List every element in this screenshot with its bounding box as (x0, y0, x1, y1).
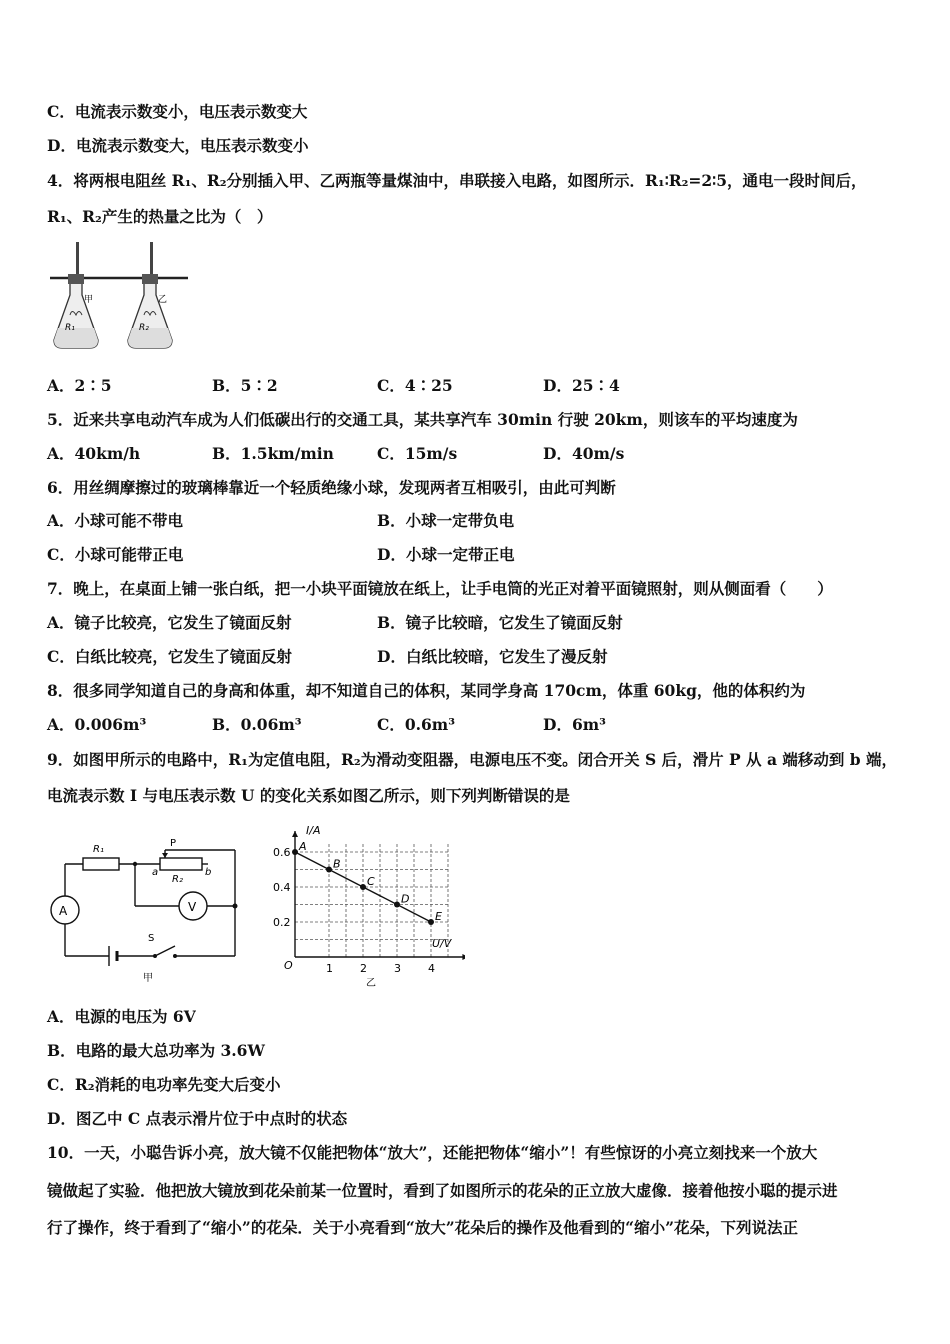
x-tick-label: 1 (326, 962, 333, 975)
x-tick-label: 3 (394, 962, 401, 975)
q6-option-a[interactable]: A．小球可能不带电 (47, 511, 184, 530)
q7-stem: 7．晚上，在桌面上铺一张白纸，把一小块平面镜放在纸上，让手电筒的光正对着平面镜照射，则从侧面看（ ） (47, 579, 833, 598)
q9-circuit-diagram (45, 828, 245, 992)
q5-option-a[interactable]: A．40km/h (47, 444, 141, 463)
data-point-e (428, 919, 434, 925)
prev-option-d: D．电流表示数变大，电压表示数变小 (47, 136, 309, 155)
q10-stem-line1: 10．一天，小聪告诉小亮，放大镜不仅能把物体“放大”，还能把物体“缩小”！有些惊讶的小亮立刻找来一个放大 (47, 1143, 818, 1162)
graph-origin: O (284, 959, 293, 972)
x-axis-arrow (462, 954, 465, 960)
y-tick-label: 0.4 (273, 881, 291, 894)
graph-caption: 乙 (366, 978, 376, 989)
q6-option-b[interactable]: B．小球一定带负电 (377, 511, 515, 530)
circuit-r1-label: R₁ (93, 844, 104, 855)
switch-s (155, 946, 175, 956)
point-label-c: C (367, 875, 375, 888)
q4-stem-line1: 4．将两根电阻丝 R₁、R₂分别插入甲、乙两瓶等量煤油中，串联接入电路，如图所示．R₁∶R₂=2∶5，通电一段时间后， (47, 171, 867, 190)
flask-yi (128, 242, 172, 348)
voltmeter-label: V (188, 900, 197, 914)
ammeter-label: A (59, 904, 68, 918)
flask-jia-label: 甲 (84, 295, 94, 305)
data-point-a (292, 849, 298, 855)
q4-stem-line2: R₁、R₂产生的热量之比为（ ） (47, 207, 273, 226)
data-point-b (326, 867, 332, 873)
circuit-b-label: b (205, 867, 212, 878)
point-label-d: D (401, 892, 410, 906)
q7-option-c[interactable]: C．白纸比较亮，它发生了镜面反射 (47, 647, 292, 666)
point-label-b: B (333, 857, 341, 871)
q5-option-c[interactable]: C．15m/s (377, 444, 458, 463)
y-axis-arrow (292, 831, 298, 837)
x-tick-label: 4 (428, 962, 435, 975)
stopper-1 (68, 274, 84, 284)
q5-option-d[interactable]: D．40m/s (543, 444, 625, 463)
point-label-a: A (299, 840, 307, 853)
x-tick-label: 2 (360, 962, 367, 975)
circuit-a-label: a (152, 867, 159, 878)
q9-stem-line2: 电流表示数 I 与电压表示数 U 的变化关系如图乙所示，则下列判断错误的是 (47, 786, 570, 805)
q6-stem: 6．用丝绸摩擦过的玻璃棒靠近一个轻质绝缘小球，发现两者互相吸引，由此可判断 (47, 478, 616, 497)
q6-option-d[interactable]: D．小球一定带正电 (377, 545, 515, 564)
flask-r2-label: R₂ (139, 323, 149, 333)
circuit-r2-label: R₂ (172, 874, 183, 885)
q9-option-a[interactable]: A．电源的电压为 6V (47, 1007, 196, 1026)
graph-xlabel: U/V (432, 937, 452, 950)
q9-stem-line1: 9．如图甲所示的电路中，R₁为定值电阻，R₂为滑动变阻器，电源电压不变。闭合开关 S 后，滑片 P 从 a 端移动到 b 端， (47, 750, 898, 769)
q10-stem-line3: 行了操作，终于看到了“缩小”的花朵．关于小亮看到“放大”花朵后的操作及他看到的“缩小”花朵，下列说法正 (47, 1218, 798, 1237)
q6-option-c[interactable]: C．小球可能带正电 (47, 545, 184, 564)
q4-option-a[interactable]: A．2∶5 (47, 376, 112, 395)
q9-option-d[interactable]: D．图乙中 C 点表示滑片位于中点时的状态 (47, 1109, 348, 1128)
q8-option-b[interactable]: B．0.06m³ (212, 715, 302, 734)
q4-option-d[interactable]: D．25∶4 (543, 376, 620, 395)
point-label-e: E (435, 910, 442, 923)
flask-yi-label: 乙 (158, 295, 168, 305)
q9-option-c[interactable]: C．R₂消耗的电功率先变大后变小 (47, 1075, 281, 1094)
switch-label: S (148, 933, 155, 944)
data-point-c (360, 884, 366, 890)
flask-jia (54, 242, 98, 348)
graph-ylabel: I/A (306, 824, 321, 837)
y-tick-label: 0.6 (273, 846, 291, 859)
q4-option-c[interactable]: C．4∶25 (377, 376, 453, 395)
q7-option-b[interactable]: B．镜子比较暗，它发生了镜面反射 (377, 613, 623, 632)
stopper-2 (142, 274, 158, 284)
q8-option-d[interactable]: D．6m³ (543, 715, 606, 734)
q5-option-b[interactable]: B．1.5km/min (212, 444, 334, 463)
q9-iu-graph (270, 822, 465, 996)
q10-stem-line2: 镜做起了实验．他把放大镜放到花朵前某一位置时，看到了如图所示的花朵的正立放大虚像．接着他按小聪的提示进 (47, 1181, 838, 1200)
rheostat-r2 (160, 858, 202, 870)
q9-option-b[interactable]: B．电路的最大总功率为 3.6W (47, 1041, 265, 1060)
q4-option-b[interactable]: B．5∶2 (212, 376, 278, 395)
q7-option-d[interactable]: D．白纸比较暗，它发生了漫反射 (377, 647, 608, 666)
q7-option-a[interactable]: A．镜子比较亮，它发生了镜面反射 (47, 613, 292, 632)
circuit-p-label: P (170, 838, 177, 849)
q8-stem: 8．很多同学知道自己的身高和体重，却不知道自己的体积，某同学身高 170cm，体重 60kg，他的体积约为 (47, 681, 806, 700)
q4-flask-figure (48, 240, 193, 362)
prev-option-c: C．电流表示数变小，电压表示数变大 (47, 102, 308, 121)
q5-stem: 5．近来共享电动汽车成为人们低碳出行的交通工具，某共享汽车 30min 行驶 20km，则该车的平均速度为 (47, 410, 798, 429)
flask-r1-label: R₁ (65, 323, 75, 333)
circuit-caption: 甲 (143, 973, 153, 984)
y-tick-label: 0.2 (273, 916, 291, 929)
data-point-d (394, 902, 400, 908)
q8-option-a[interactable]: A．0.006m³ (47, 715, 147, 734)
q8-option-c[interactable]: C．0.6m³ (377, 715, 455, 734)
resistor-r1 (83, 858, 119, 870)
